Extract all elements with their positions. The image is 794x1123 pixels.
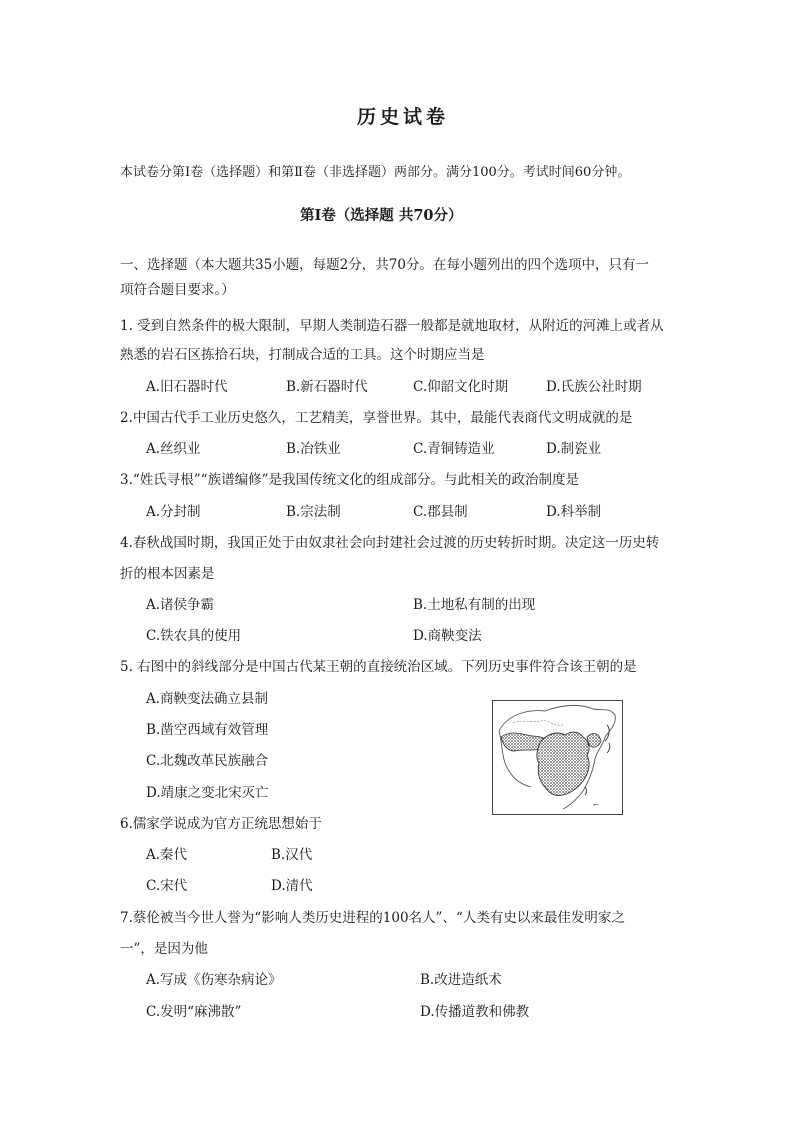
part-one-title: 第Ⅰ卷（选择题 共70分）: [300, 207, 463, 224]
question-4-option-c[interactable]: C.铁农具的使用: [146, 628, 242, 644]
map-island-south: [585, 787, 587, 795]
question-1-stem-line2: 熟悉的岩石区拣拾石块，打制成合适的工具。这个时期应当是: [120, 347, 485, 363]
question-1-stem-line1: 1. 受到自然条件的极大限制，早期人类制造石器一般都是就地取材，从附近的河滩上或者从: [120, 318, 664, 334]
question-4-option-a[interactable]: A.诸侯争霸: [146, 597, 215, 613]
question-2-stem: 2.中国古代手工业历史悠久，工艺精美，享誉世界。其中，最能代表商代文明成就的是: [120, 410, 633, 426]
question-7-option-c[interactable]: C.发明“麻沸散”: [146, 1004, 242, 1020]
question-1-option-a[interactable]: A.旧石器时代: [146, 379, 228, 395]
question-4-stem-line1: 4.春秋战国时期，我国正处于由奴隶社会向封建社会过渡的历史转折时期。决定这一历史转: [120, 535, 660, 551]
question-1-option-c[interactable]: C.仰韶文化时期: [413, 379, 509, 395]
dynasty-territory-map: [492, 700, 623, 815]
question-6-option-b[interactable]: B.汉代: [271, 847, 313, 863]
question-2-option-b[interactable]: B.冶铁业: [286, 441, 341, 457]
question-5-option-c[interactable]: C.北魏改革民族融合: [146, 753, 269, 769]
question-4-stem-line2: 折的根本因素是: [120, 566, 215, 582]
map-islands: [605, 725, 610, 753]
question-5-option-b[interactable]: B.凿空西域有效管理: [146, 722, 269, 738]
question-3-option-a[interactable]: A.分封制: [146, 504, 201, 520]
question-5-option-a[interactable]: A.商鞅变法确立县制: [146, 691, 269, 707]
question-7-option-a[interactable]: A.写成《伤寒杂病论》: [146, 972, 282, 988]
question-3-option-d[interactable]: D.科举制: [546, 504, 602, 520]
question-2-option-c[interactable]: C.青铜铸造业: [413, 441, 495, 457]
map-territory-main: [537, 732, 589, 795]
question-3-option-b[interactable]: B.宗法制: [286, 504, 341, 520]
question-2-option-a[interactable]: A.丝织业: [146, 441, 201, 457]
question-5-stem: 5. 右图中的斜线部分是中国古代某王朝的直接统治区域。下列历史事件符合该王朝的是: [120, 659, 637, 675]
question-4-option-d[interactable]: D.商鞅变法: [413, 628, 482, 644]
question-6-option-c[interactable]: C.宋代: [146, 878, 188, 894]
question-3-stem: 3.“姓氏寻根”“族谱编修”是我国传统文化的组成部分。与此相关的政治制度是: [120, 472, 579, 488]
question-1-option-d[interactable]: D.氏族公社时期: [546, 379, 642, 395]
section-instruction-line2: 项符合题目要求。）: [120, 282, 235, 298]
exam-intro: 本试卷分第Ⅰ卷（选择题）和第Ⅱ卷（非选择题）两部分。满分100分。考试时间60分钟。: [120, 165, 631, 180]
question-7-option-b[interactable]: B.改进造纸术: [420, 972, 502, 988]
map-border-line: [513, 721, 563, 726]
question-6-option-a[interactable]: A.秦代: [146, 847, 188, 863]
exam-title: 历史试卷: [357, 106, 450, 128]
map-figure: [493, 701, 622, 814]
question-7-option-d[interactable]: D.传播道教和佛教: [420, 1004, 530, 1020]
section-instruction-line1: 一、选择题（本大题共35小题，每题2分，共70分。在每小题列出的四个选项中，只有一: [120, 257, 649, 273]
question-7-stem-line1: 7.蔡伦被当今世人誉为“影响人类历史进程的100名人”、“人类有史以来最佳发明家之: [120, 910, 625, 926]
question-3-option-c[interactable]: C.郡县制: [413, 504, 468, 520]
question-2-option-d[interactable]: D.制瓷业: [546, 441, 602, 457]
question-5-option-d[interactable]: D.靖康之变北宋灭亡: [146, 785, 269, 801]
map-scale-mark: ⌐: [593, 801, 599, 809]
question-1-option-b[interactable]: B.新石器时代: [286, 379, 368, 395]
map-territory-northeast: [587, 734, 601, 748]
question-7-stem-line2: 一”，是因为他: [120, 941, 208, 957]
question-4-option-b[interactable]: B.土地私有制的出现: [413, 597, 536, 613]
question-6-stem: 6.儒家学说成为官方正统思想始于: [120, 816, 322, 832]
question-6-option-d[interactable]: D.清代: [271, 878, 313, 894]
